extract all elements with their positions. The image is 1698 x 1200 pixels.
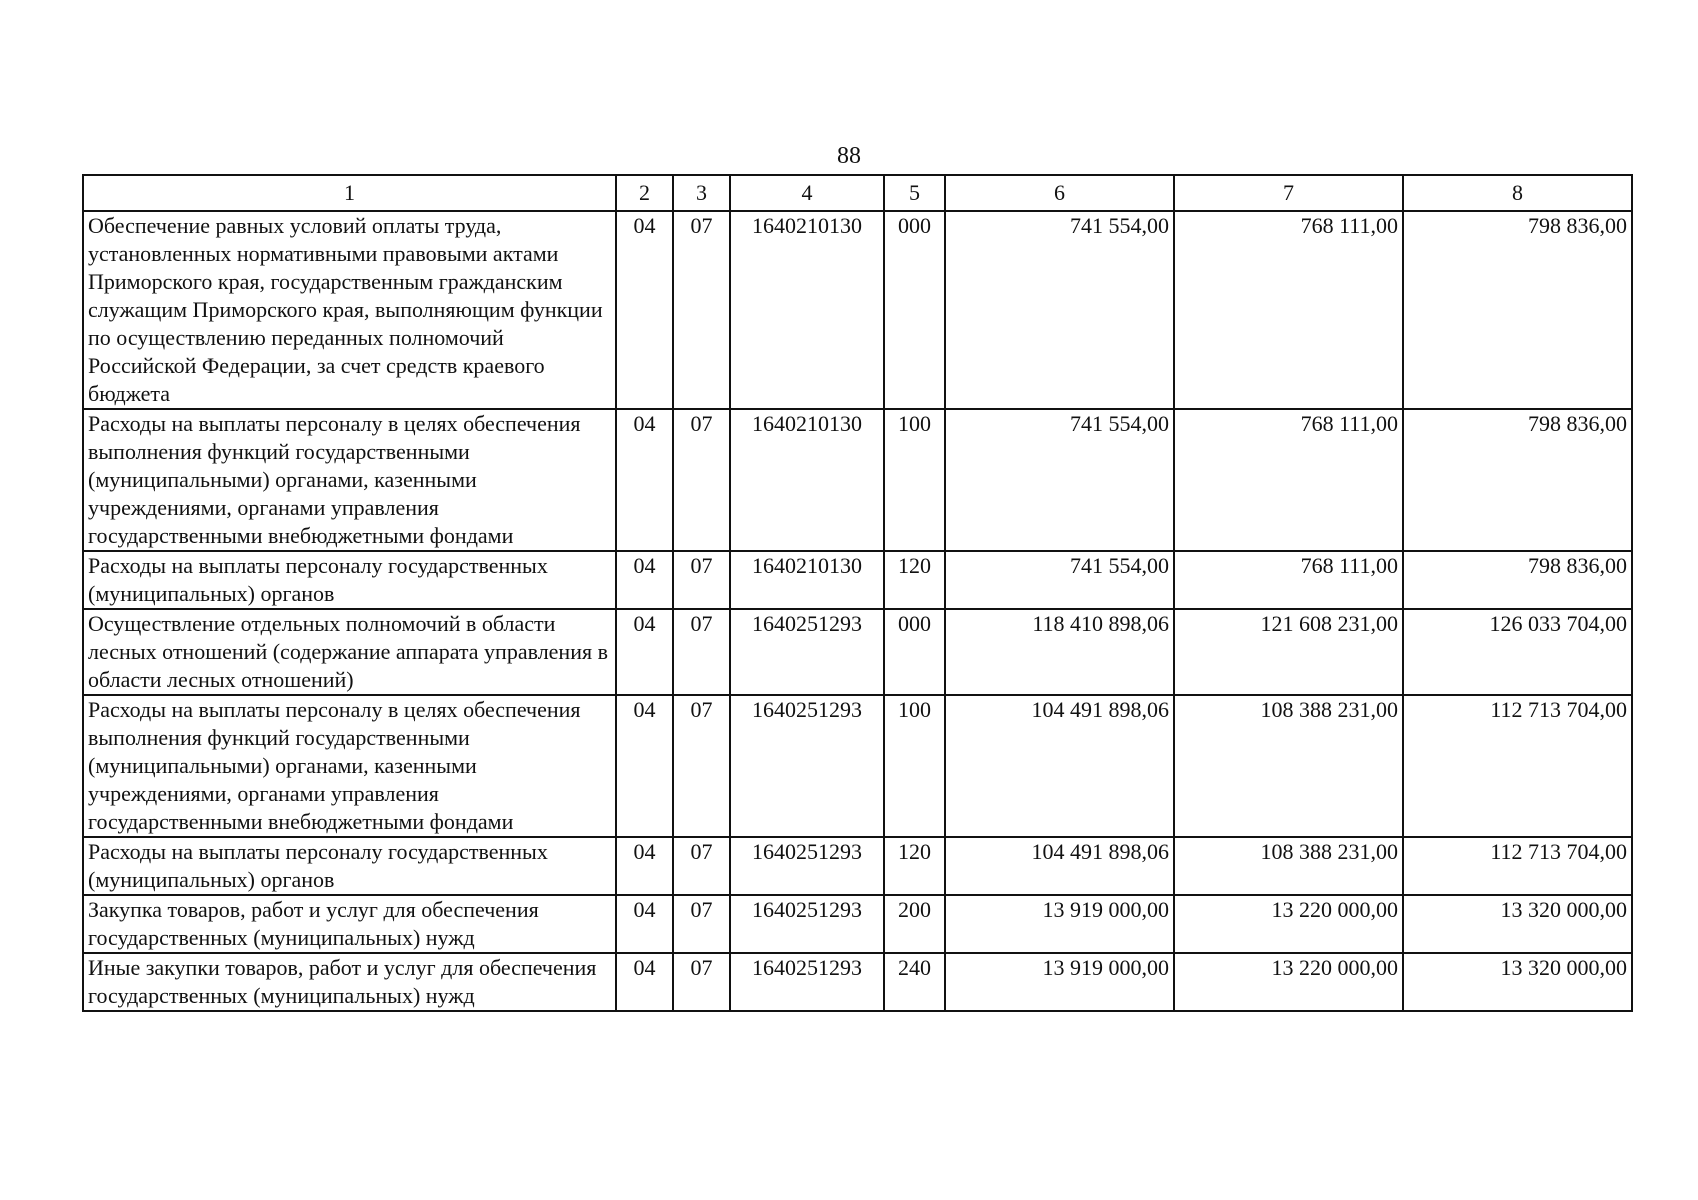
amount-col6: 741 554,00	[945, 211, 1174, 409]
subsection-code: 07	[673, 953, 730, 1011]
amount-col7: 108 388 231,00	[1174, 837, 1403, 895]
section-code: 04	[616, 695, 673, 837]
expense-type-code: 120	[884, 551, 945, 609]
expense-type-code: 000	[884, 211, 945, 409]
section-code: 04	[616, 837, 673, 895]
section-code: 04	[616, 953, 673, 1011]
subsection-code: 07	[673, 837, 730, 895]
column-header: 5	[884, 175, 945, 211]
column-header: 8	[1403, 175, 1632, 211]
expense-name: Расходы на выплаты персоналу в целях обеспечения выполнения функций государственными (муниципальными) органами, казенными учреждениями, органами управления государственными внебюджетными фондами	[83, 695, 616, 837]
target-article-code: 1640210130	[730, 409, 884, 551]
expense-name: Обеспечение равных условий оплаты труда, установленных нормативными правовыми актами Приморского края, государственным гражданским служащим Приморского края, выполняющим функции по осуществлению переданных полномочий Российской Федерации, за счет средств краевого бюджета	[83, 211, 616, 409]
amount-col8: 112 713 704,00	[1403, 695, 1632, 837]
table-row	[83, 551, 1632, 609]
amount-col8: 798 836,00	[1403, 409, 1632, 551]
amount-col6: 118 410 898,06	[945, 609, 1174, 695]
subsection-code: 07	[673, 409, 730, 551]
expense-name: Закупка товаров, работ и услуг для обеспечения государственных (муниципальных) нужд	[83, 895, 616, 953]
column-header: 7	[1174, 175, 1403, 211]
column-header: 3	[673, 175, 730, 211]
page-number: 88	[837, 143, 861, 169]
subsection-code: 07	[673, 551, 730, 609]
subsection-code: 07	[673, 695, 730, 837]
amount-col7: 768 111,00	[1174, 409, 1403, 551]
subsection-code: 07	[673, 609, 730, 695]
expense-name: Расходы на выплаты персоналу государственных (муниципальных) органов	[83, 837, 616, 895]
table-row	[83, 609, 1632, 695]
target-article-code: 1640251293	[730, 609, 884, 695]
expense-type-code: 200	[884, 895, 945, 953]
column-header: 2	[616, 175, 673, 211]
expense-type-code: 240	[884, 953, 945, 1011]
amount-col8: 13 320 000,00	[1403, 895, 1632, 953]
amount-col6: 104 491 898,06	[945, 837, 1174, 895]
expense-name: Осуществление отдельных полномочий в области лесных отношений (содержание аппарата управления в области лесных отношений)	[83, 609, 616, 695]
table-row	[83, 695, 1632, 837]
section-code: 04	[616, 211, 673, 409]
expense-name: Иные закупки товаров, работ и услуг для обеспечения государственных (муниципальных) нужд	[83, 953, 616, 1011]
table-row	[83, 211, 1632, 409]
target-article-code: 1640251293	[730, 953, 884, 1011]
target-article-code: 1640210130	[730, 211, 884, 409]
budget-table	[82, 174, 1633, 1012]
expense-type-code: 100	[884, 409, 945, 551]
amount-col6: 13 919 000,00	[945, 953, 1174, 1011]
expense-name: Расходы на выплаты персоналу в целях обеспечения выполнения функций государственными (муниципальными) органами, казенными учреждениями, органами управления государственными внебюджетными фондами	[83, 409, 616, 551]
expense-type-code: 120	[884, 837, 945, 895]
amount-col6: 13 919 000,00	[945, 895, 1174, 953]
table-row	[83, 837, 1632, 895]
column-header: 1	[83, 175, 616, 211]
section-code: 04	[616, 409, 673, 551]
amount-col7: 13 220 000,00	[1174, 953, 1403, 1011]
table-row	[83, 895, 1632, 953]
amount-col7: 108 388 231,00	[1174, 695, 1403, 837]
amount-col8: 13 320 000,00	[1403, 953, 1632, 1011]
column-header: 4	[730, 175, 884, 211]
column-header: 6	[945, 175, 1174, 211]
expense-type-code: 100	[884, 695, 945, 837]
expense-type-code: 000	[884, 609, 945, 695]
amount-col7: 13 220 000,00	[1174, 895, 1403, 953]
subsection-code: 07	[673, 211, 730, 409]
table-row	[83, 409, 1632, 551]
section-code: 04	[616, 895, 673, 953]
subsection-code: 07	[673, 895, 730, 953]
target-article-code: 1640210130	[730, 551, 884, 609]
amount-col8: 112 713 704,00	[1403, 837, 1632, 895]
target-article-code: 1640251293	[730, 837, 884, 895]
target-article-code: 1640251293	[730, 895, 884, 953]
amount-col6: 741 554,00	[945, 551, 1174, 609]
expense-name: Расходы на выплаты персоналу государственных (муниципальных) органов	[83, 551, 616, 609]
amount-col7: 768 111,00	[1174, 551, 1403, 609]
amount-col6: 104 491 898,06	[945, 695, 1174, 837]
amount-col8: 798 836,00	[1403, 211, 1632, 409]
amount-col7: 768 111,00	[1174, 211, 1403, 409]
section-code: 04	[616, 551, 673, 609]
section-code: 04	[616, 609, 673, 695]
target-article-code: 1640251293	[730, 695, 884, 837]
table-row	[83, 953, 1632, 1011]
amount-col8: 126 033 704,00	[1403, 609, 1632, 695]
amount-col7: 121 608 231,00	[1174, 609, 1403, 695]
header-row	[83, 175, 1632, 211]
amount-col6: 741 554,00	[945, 409, 1174, 551]
amount-col8: 798 836,00	[1403, 551, 1632, 609]
